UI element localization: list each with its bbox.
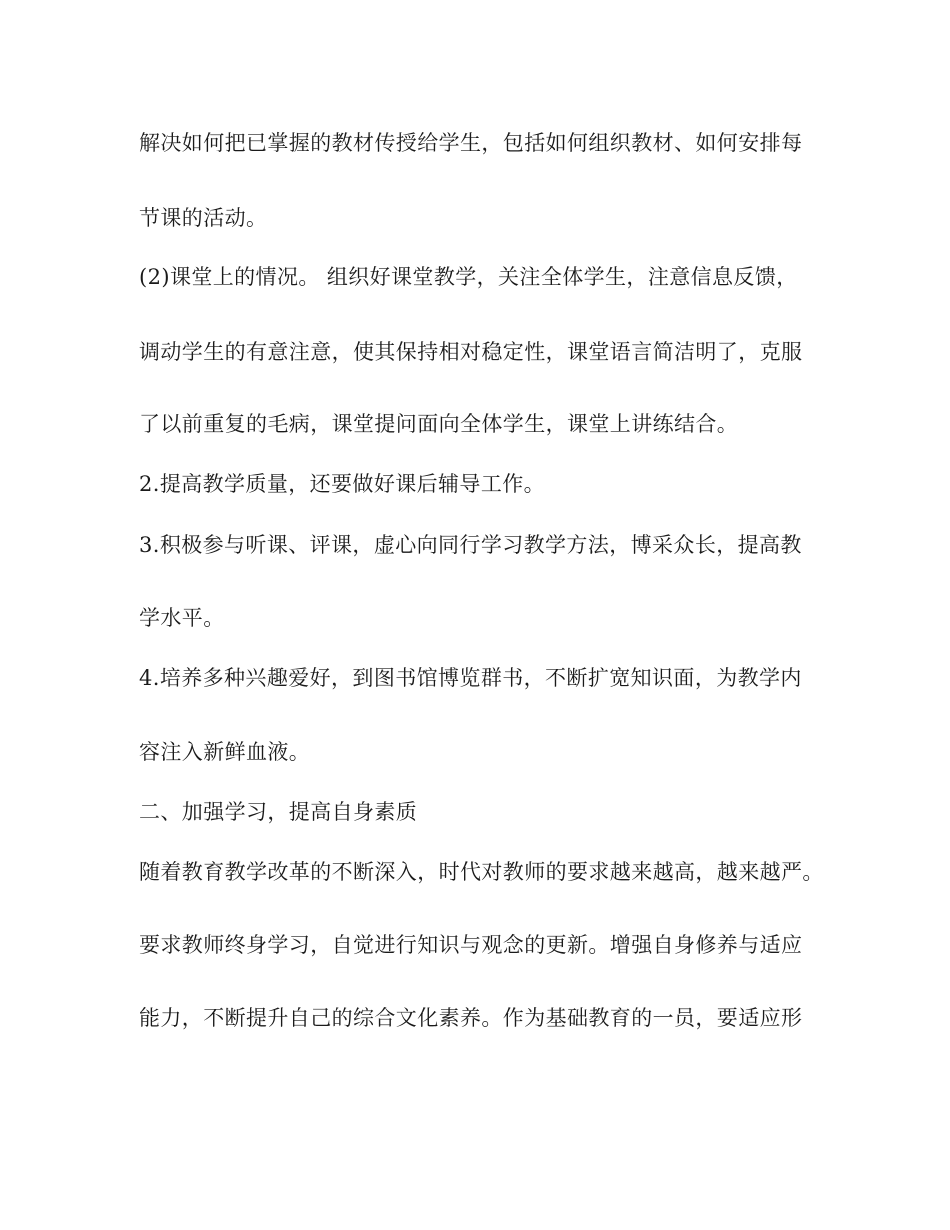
text-line: 4.培养多种兴趣爱好，到图书馆博览群书，不断扩宽知识面，为教学内 — [139, 666, 802, 690]
section-heading: 二、加强学习，提高自身素质 — [139, 800, 418, 824]
text-line: 要求教师终身学习，自觉进行知识与观念的更新。增强自身修养与适应 — [139, 933, 803, 957]
text-line: 3.积极参与听课、评课，虚心向同行学习教学方法，博采众长，提高教 — [139, 533, 802, 557]
text-line: 随着教育教学改革的不断深入，时代对教师的要求越来越高，越来越严。 — [139, 860, 824, 884]
text-line: 学水平。 — [139, 606, 225, 630]
text-line: 节课的活动。 — [139, 206, 268, 230]
text-line: 容注入新鲜血液。 — [139, 740, 311, 764]
text-line: 能力，不断提升自己的综合文化素养。作为基础教育的一员，要适应形 — [139, 1006, 803, 1030]
text-line: (2)课堂上的情况。 组织好课堂教学，关注全体学生，注意信息反馈， — [139, 265, 798, 289]
text-line: 2.提高教学质量，还要做好课后辅导工作。 — [139, 472, 546, 496]
text-line: 调动学生的有意注意，使其保持相对稳定性，课堂语言简洁明了，克服 — [139, 340, 803, 364]
text-line: 了以前重复的毛病，课堂提问面向全体学生，课堂上讲练结合。 — [139, 412, 739, 436]
text-line: 解决如何把已掌握的教材传授给学生，包括如何组织教材、如何安排每 — [139, 131, 803, 155]
